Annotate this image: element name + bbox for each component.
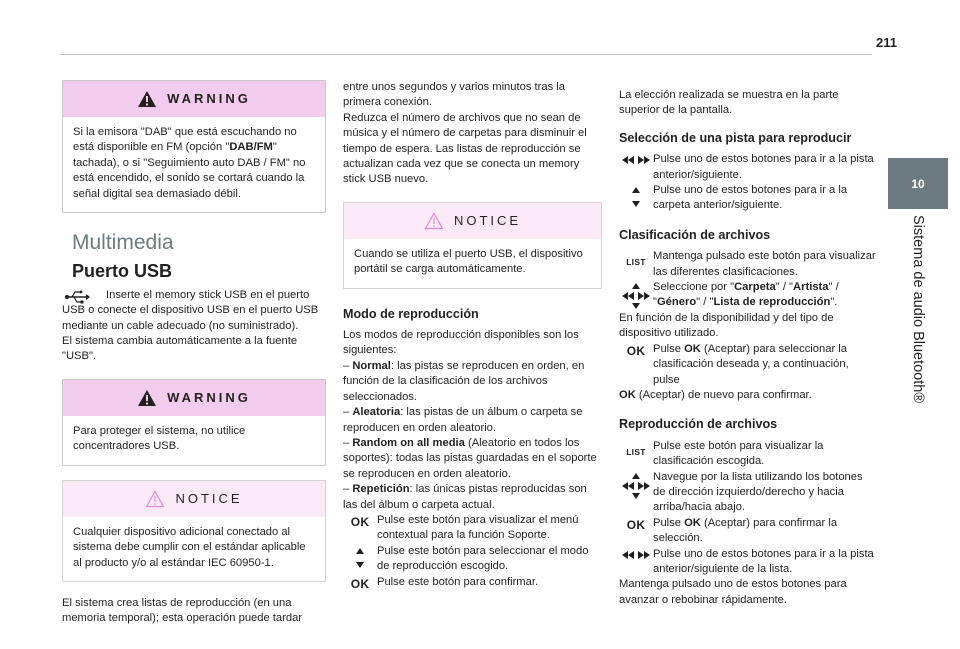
ok-button-icon: OK — [350, 576, 370, 591]
icon-row-list-playback: LIST Pulse este botón para visualizar la clasificación escogida. — [626, 439, 824, 468]
icon-row-ok-confirm: OK Pulse este botón para confirmar. — [350, 575, 539, 591]
icon-row-leftright: Pulse uno de estos botones para ir a la pista anterior/siguiente. — [619, 152, 877, 183]
notice-box-iec — [62, 480, 326, 582]
fast-forward-text: Mantenga pulsado uno de estos botones para avanzar o rebobinar rápidamente. — [619, 578, 847, 606]
direction-pad-icon — [621, 282, 651, 310]
mode-item: – Aleatoria: las pistas de un álbum o carpeta se reproducen en orden aleatorio. — [343, 406, 583, 434]
warning-header — [63, 81, 325, 117]
selection-intro: La elección realizada se muestra en la parte superior de la pantalla. — [619, 89, 839, 117]
warning-icon — [137, 90, 157, 108]
icon-row-ok-menu: OK Pulse este botón para visualizar el menú contextual para la función Soporte. — [350, 513, 579, 542]
classification-note: En función de la disponibilidad y del tipo de dispositivo utilizado. — [619, 311, 834, 340]
list-button-icon: LIST — [626, 446, 646, 457]
icon-row-leftright-list: Pulse uno de estos botones para ir a la pista anterior/siguiente de la lista. — [619, 547, 877, 578]
section-title: Multimedia — [72, 231, 174, 255]
icon-row-updown: Pulse este botón para seleccionar el modo de reproducción escogido. — [343, 544, 602, 575]
left-right-arrows-icon — [621, 154, 651, 166]
icon-row-ok-classification: OK Pulse OK (Aceptar) para seleccionar la clasificación deseada y, a continuación, pulse — [626, 342, 849, 386]
notice-label: NOTICE — [175, 490, 243, 506]
continued-text: entre unos segundos y varios minutos tras la primera conexión. — [343, 81, 566, 109]
notice-header — [63, 481, 325, 517]
warning-body: Si la emisora "DAB" que está escuchando no está disponible en FM (opción "DAB/FM" tachada), o si "Seguimiento auto DAB / FM" no está encendido, el sonido se cortará cuando la señal digital sea demasiado débil. — [73, 126, 306, 200]
heading-track-selection: Selección de una pista para reproducir — [619, 130, 852, 145]
icon-row-ok-playback: OK Pulse OK (Aceptar) para confirmar la selección. — [626, 516, 838, 545]
notice-header — [344, 203, 601, 239]
left-right-arrows-icon — [621, 549, 651, 561]
warning-box-dab — [62, 80, 326, 213]
notice-label: NOTICE — [453, 213, 522, 229]
icon-row-cross: Seleccione por "Carpeta" / "Artista" / "Género" / "Lista de reproducción". — [619, 280, 877, 311]
list-button-icon: LIST — [626, 257, 646, 268]
wait-text: Reduzca el número de archivos que no sean de música y el número de carpetas para disminuir el tiempo de espera. Las listas de reproducción se actualizan cada vez que se conecta un memory stick USB nuevo. — [343, 111, 587, 186]
column-left — [62, 80, 326, 627]
subsection-title: Puerto USB — [72, 261, 173, 282]
classification-ok-cont: OK (Aceptar) de nuevo para confirmar. — [619, 388, 812, 401]
ok-button-icon: OK — [626, 343, 646, 358]
warning-label: WARNING — [167, 91, 251, 107]
warning-box-usb — [62, 379, 326, 466]
header-rule — [60, 54, 872, 55]
heading-file-playback: Reproducción de archivos — [619, 417, 778, 432]
warning-label: WARNING — [167, 390, 251, 406]
icon-row-nav: Navegue por la lista utilizando los botones de dirección izquierdo/derecho y hacia arriba/hacia abajo. — [619, 470, 877, 516]
notice-box-charge — [343, 202, 602, 289]
ok-button-icon: OK — [626, 517, 646, 532]
heading-file-classification: Clasificación de archivos — [619, 227, 771, 242]
mode-item: – Normal: las pistas se reproducen en orden, en función de la clasificación de los archivos seleccionados. — [343, 359, 585, 403]
icon-row-list: LIST Mantenga pulsado este botón para visualizar las diferentes clasificaciones. — [626, 250, 876, 278]
usb-icon — [64, 290, 90, 304]
heading-playback-mode: Modo de reproducción — [343, 306, 479, 321]
warning-icon — [137, 389, 157, 407]
closing-text: El sistema crea listas de reproducción (en una memoria temporal); esta operación puede tardar — [62, 596, 303, 625]
notice-body: Cualquier dispositivo adicional conectado al sistema debe cumplir con el estándar aplicable al producto y/o al estándar IEC 60950-1. — [73, 525, 306, 569]
ok-button-icon: OK — [350, 514, 370, 529]
page-number: 211 — [876, 35, 897, 50]
icon-row-updown-folder: Pulse uno de estos botones para ir a la carpeta anterior/siguiente. — [619, 183, 877, 214]
notice-body: Cuando se utiliza el puerto USB, el dispositivo portátil se carga automáticamente. — [354, 247, 583, 276]
notice-icon — [145, 490, 165, 508]
up-down-arrows-icon — [354, 546, 366, 570]
mode-item: – Repetición: las únicas pistas reproducidas son las del álbum o carpeta actual. — [343, 483, 587, 511]
column-middle — [343, 80, 602, 592]
modes-list — [343, 359, 602, 513]
notice-icon — [424, 212, 444, 230]
modes-intro: Los modos de reproducción disponibles son los siguientes: — [343, 329, 579, 357]
direction-pad-icon — [621, 472, 651, 500]
warning-header — [63, 380, 325, 416]
column-right — [619, 80, 877, 608]
mode-item: – Random on all media (Aleatorio en todos los soportes): todas las pistas guardadas en el soporte se reproducen en orden aleatorio. — [343, 436, 597, 480]
warning-body: Para proteger el sistema, no utilice concentradores USB. — [73, 424, 246, 453]
chapter-tab: 10 — [888, 158, 948, 209]
usb-paragraph: Inserte el memory stick USB en el puerto USB o conecte el dispositivo USB en el puerto USB mediante un cable adecuado (no suministrado). El sistema cambia automáticamente a la fuente "USB". — [62, 288, 319, 363]
up-down-arrows-icon — [630, 185, 642, 209]
chapter-title: Sistema de audio Bluetooth® — [910, 215, 926, 404]
